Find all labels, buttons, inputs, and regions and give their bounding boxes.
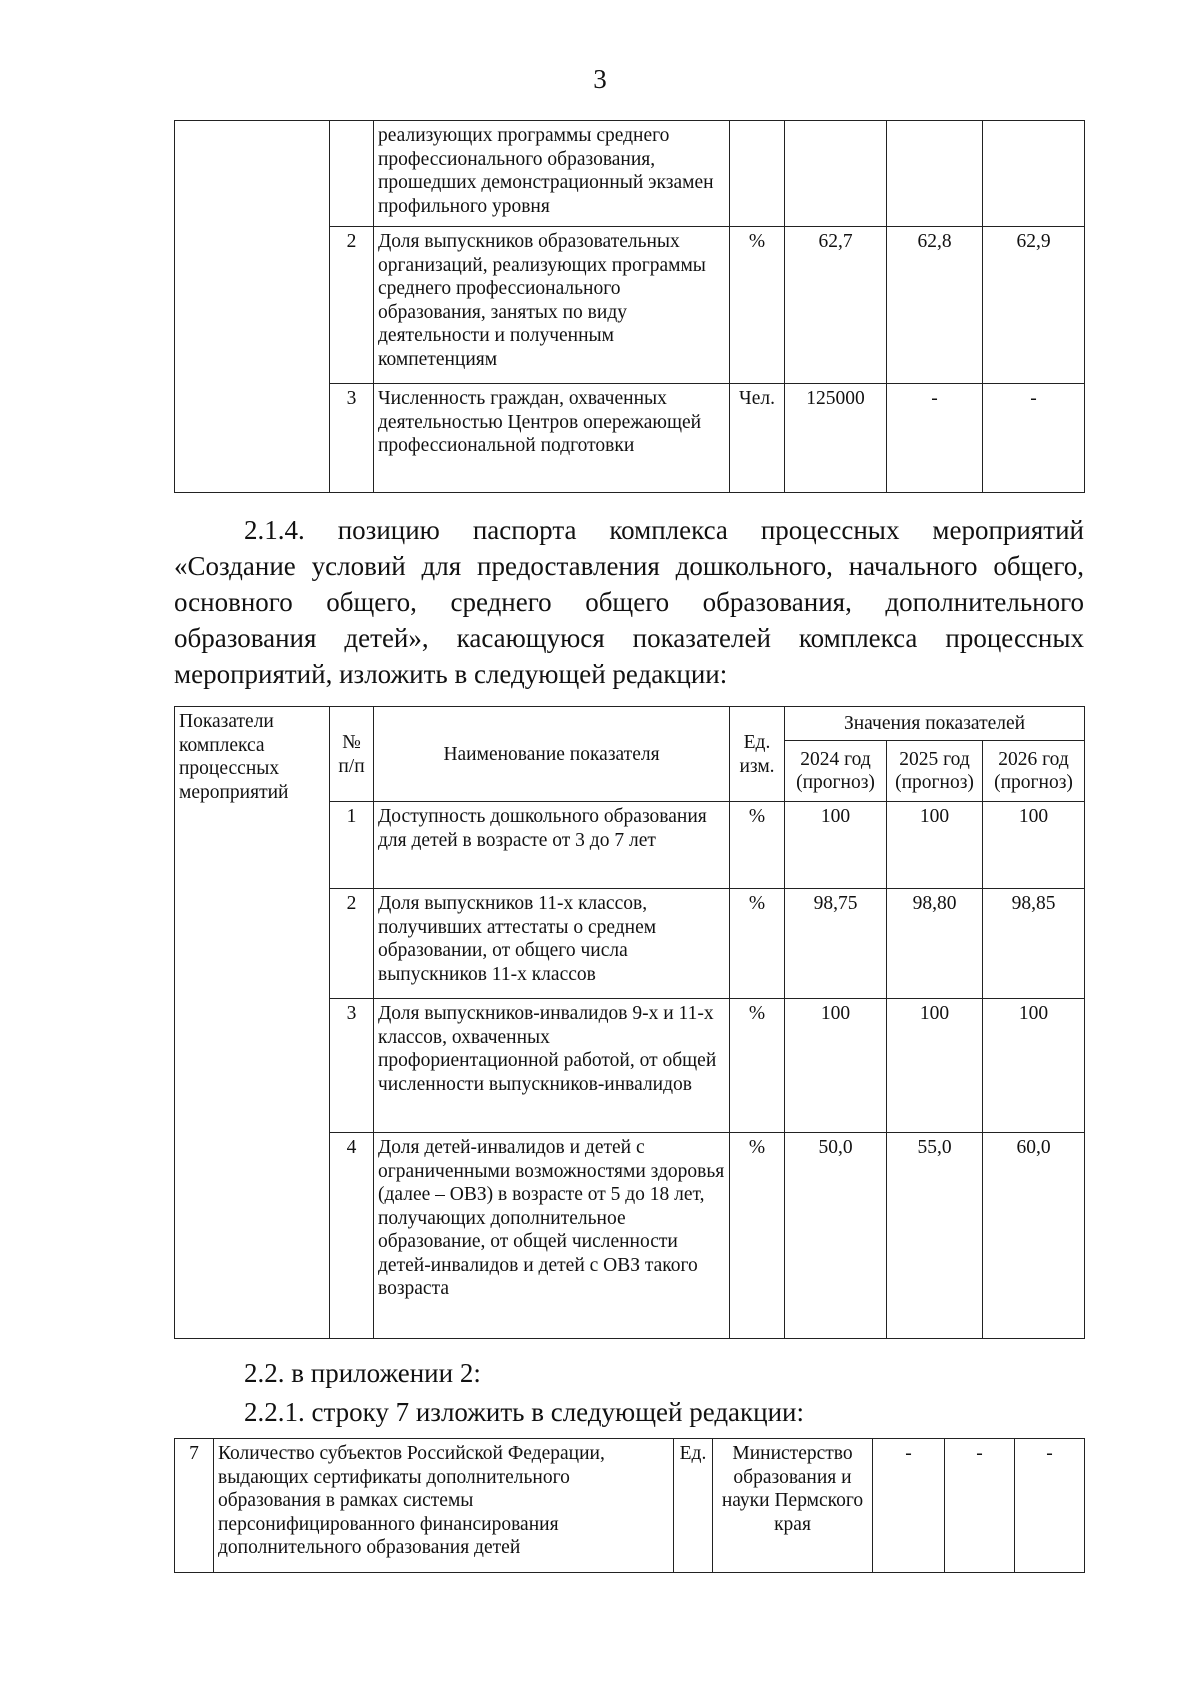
indicator-name: Доля выпускников 11-х классов, получивших аттестаты о среднем образовании, от общего числа выпускников 11-х классов [374,889,730,999]
value-2026 [983,121,1085,227]
group-cell [175,121,330,493]
table-row [175,1439,1085,1573]
header-unit: Ед. изм. [730,707,785,802]
header-year-2024: 2024 год (прогноз) [785,741,887,802]
indicator-name: Численность граждан, охваченных деятельностью Центров опережающей профессиональной подготовки [374,384,730,493]
unit-cell: Ед. [674,1439,713,1573]
indicator-name: Количество субъектов Российской Федерации, выдающих сертификаты дополнительного образования в рамках системы персонифицированного финансирования дополнительного образования детей [214,1439,674,1573]
value-2024: 125000 [785,384,887,493]
table-row [175,121,1085,227]
header-values-group: Значения показателей [785,707,1085,741]
row-number: 4 [330,1133,374,1339]
unit-cell [730,121,785,227]
value-2024 [785,121,887,227]
value-2025: 98,80 [887,889,983,999]
value-2025: 100 [887,802,983,889]
page-number: 3 [593,64,607,94]
paragraph-2-2: 2.2. в приложении 2: [244,1358,481,1388]
value-2025: - [887,384,983,493]
paragraph-line: образования детей», касающуюся показателей комплекса процессных [174,623,1084,653]
indicators-table-continued [174,120,1085,493]
indicator-name: реализующих программы среднего профессионального образования, прошедших демонстрационный экзамен профильного уровня [374,121,730,227]
unit-cell: % [730,802,785,889]
indicator-name: Доля выпускников-инвалидов 9-х и 11-х классов, охваченных профориентационной работой, от общей численности выпускников-инвалидов [374,999,730,1133]
responsible-cell: Министерство образования и науки Пермского края [713,1439,873,1573]
row-7-table [174,1438,1085,1573]
value-2025: 62,8 [887,227,983,384]
value-2026: 98,85 [983,889,1085,999]
value-2024: 62,7 [785,227,887,384]
unit-cell: % [730,1133,785,1339]
paragraph-line: 2.1.4. позицию паспорта комплекса процессных мероприятий [244,515,1084,545]
header-name: Наименование показателя [374,707,730,802]
indicator-name: Доля детей-инвалидов и детей с ограниченными возможностями здоровья (далее – ОВЗ) в возрасте от 5 до 18 лет, получающих дополнительное образование, от общей численности детей-инвалидов и детей с ОВЗ такого возраста [374,1133,730,1339]
value-2024: 100 [785,999,887,1133]
row-number: 1 [330,802,374,889]
header-group: Показатели комплекса процессных мероприятий [175,707,330,1339]
row-number: 2 [330,889,374,999]
paragraph-line: «Создание условий для предоставления дошкольного, начального общего, [174,551,1084,581]
paragraph-line: мероприятий, изложить в следующей редакции: [174,659,728,689]
value-2026: 60,0 [983,1133,1085,1339]
paragraph-2-2-1: 2.2.1. строку 7 изложить в следующей редакции: [244,1397,805,1427]
unit-cell: % [730,999,785,1133]
table-header-row [175,707,1085,741]
row-number: 3 [330,999,374,1133]
value-2025: 55,0 [887,1133,983,1339]
unit-cell: % [730,227,785,384]
value-2024: 98,75 [785,889,887,999]
row-number: 2 [330,227,374,384]
value-2026: 100 [983,802,1085,889]
value-2026: 100 [983,999,1085,1133]
unit-cell: % [730,889,785,999]
row-number: 7 [175,1439,214,1573]
header-year-2025: 2025 год (прогноз) [887,741,983,802]
value-cell: - [945,1439,1015,1573]
header-number: № п/п [330,707,374,802]
indicators-table [174,706,1085,1339]
paragraph-line: основного общего, среднего общего образования, дополнительного [174,587,1084,617]
indicator-name: Доля выпускников образовательных организаций, реализующих программы среднего профессионального образования, занятых по виду деятельности и полученным компетенциям [374,227,730,384]
value-cell: - [873,1439,945,1573]
unit-cell: Чел. [730,384,785,493]
value-2024: 100 [785,802,887,889]
header-year-2026: 2026 год (прогноз) [983,741,1085,802]
value-2026: - [983,384,1085,493]
value-2024: 50,0 [785,1133,887,1339]
value-2025: 100 [887,999,983,1133]
row-number [330,121,374,227]
indicator-name: Доступность дошкольного образования для детей в возрасте от 3 до 7 лет [374,802,730,889]
row-number: 3 [330,384,374,493]
value-2025 [887,121,983,227]
value-cell: - [1015,1439,1085,1573]
value-2026: 62,9 [983,227,1085,384]
paragraph-2-1-4 [174,512,1084,692]
